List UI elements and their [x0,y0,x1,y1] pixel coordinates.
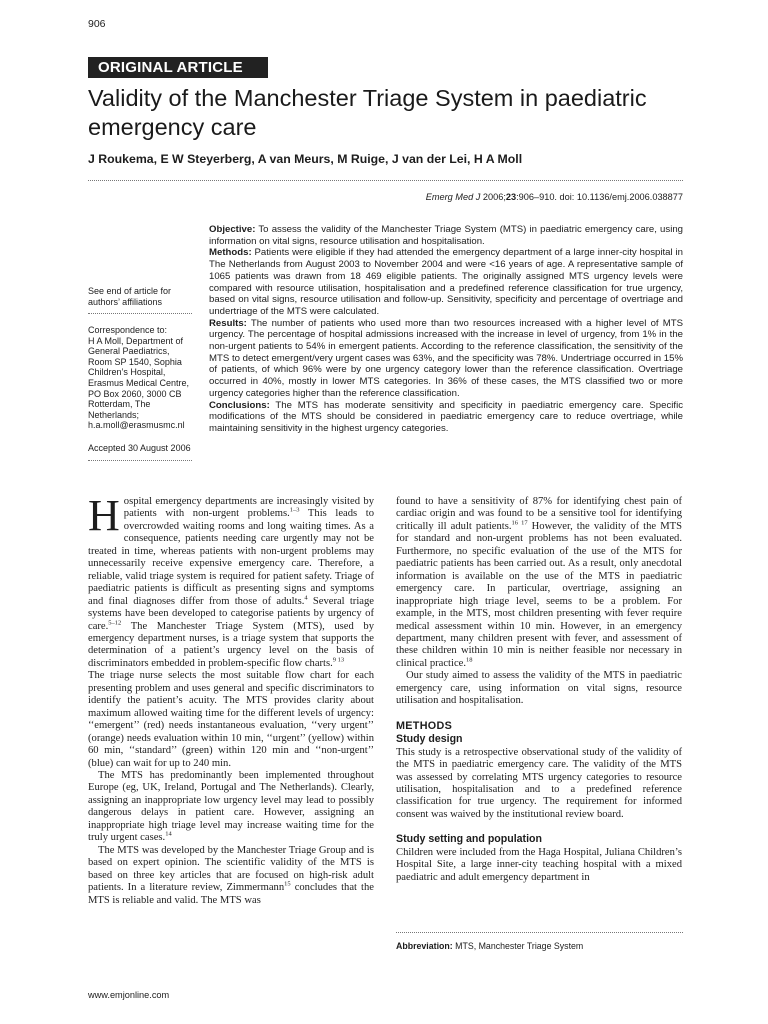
citation-rest: :906–910. doi: 10.1136/emj.2006.038877 [516,192,683,202]
intro-paragraph-6: Our study aimed to assess the validity of the MTS in paediatric emergency care, using information on vital signs, resource utilisation and hospitalisation. [396,670,682,707]
results-text: The number of patients who used more than two resources increased with a higher level of MTS urgency. The percentage of hospital admissions increased with the increase in level of urgency, from 1% in the non-urgent patients to 54% in emergent patients. According to the reference classification, the sensitivity of the MTS to detect emergent/very urgent cases was 63%, and the specificity was 78%. Undertriage occurred in 15% of patients, of which 96% were by one urgency category lower than the reference classification. Overtriage occurred in 40%, mostly in lower MTS categories. In 36% of these cases, the MTS classified two or more urgency categories higher than the reference classification. [209,317,683,399]
results-label: Results: [209,317,247,329]
header-divider [88,180,683,181]
intro-text-1a: ospital emergency departments are increasingly visited by patients with non-urgent problems. [123,496,374,520]
methods-heading: METHODS [396,719,453,732]
methods-label: Methods: [209,247,252,259]
conclusions-text: The MTS has moderate sensitivity and specificity in paediatric emergency care. Specific modifications of the MTS should be considered in paediatric emergency care to reduce overtriage, while maintaining sensitivity in the highest urgency categories. [209,399,683,434]
intro-text-3a: The MTS has predominantly been implemented throughout Europe (eg, UK, Ireland, Portugal and The Netherlands). Clearly, assigning an inappropriate low urgency level may lead to possibly dangerous delays in patient care. However, assigning an inappropriate high triage level may increase waiting time for the truly urgent cases. [88,769,374,844]
abstract-methods [209,247,683,317]
intro-text-1c: Several triage systems have been developed to categorise patients by urgency of care. [88,595,374,632]
abstract-objective [209,224,683,247]
article-title: Validity of the Manchester Triage System in paediatric emergency care [88,85,647,140]
study-design-heading: Study design [396,733,463,746]
reference-marker: 1–3 [289,506,300,514]
abstract-results [209,318,683,400]
intro-text-5a: found to have a sensitivity of 87% for identifying chest pain of cardiac origin and was found to be a sensitive tool for identifying critically ill adult patients. [396,496,682,532]
objective-label: Objective: [209,224,256,235]
study-setting-heading: Study setting and population [396,833,542,846]
abstract [209,224,683,435]
reference-marker: 9 13 [332,656,345,664]
sidebar-correspondence [88,325,196,431]
sidebar-divider-2 [88,460,192,461]
section-label: ORIGINAL ARTICLE [88,57,268,78]
citation-volume: 23 [505,192,517,202]
author-list: J Roukema, E W Steyerberg, A van Meurs, M Ruige, J van der Lei, H A Moll [88,152,523,166]
drop-cap: H [88,491,120,540]
body-right-column [396,496,682,884]
footer-url: www.emjonline.com [88,990,170,1000]
accepted-date: Accepted 30 August 2006 [88,443,191,453]
reference-marker: 15 [284,880,291,888]
sidebar-affiliations: See end of article for authors’ affiliations [88,286,172,307]
conclusions-label: Conclusions: [209,399,270,411]
intro-paragraph-4 [88,845,374,907]
citation-line [426,192,683,202]
intro-paragraph-1 [88,491,374,670]
correspondence-label: Correspondence to: [88,325,168,335]
sidebar-divider [88,313,192,314]
intro-text-1b: This leads to overcrowded waiting rooms and long waiting times. As a consequence, patients needing care urgently may not be treated in time, whereas patients with non-urgent problems may unnecessarily receive expensive emergency care. Therefore, a reliable, valid triage system is required for patient safety. Triage of paediatric patients is difficult as presenting signs and symptoms and final diagnoses differ from those of adults. [88,508,374,607]
intro-text-4a: The MTS was developed by the Manchester Triage Group and is based on expert opinion. The scientific validity of the MTS is based on three key articles that are focused on high-risk adult patients. In a literature review, Zimmermann [88,844,374,894]
reference-marker: 18 [466,656,473,664]
intro-paragraph-2: The triage nurse selects the most suitable flow chart for each presenting problem and uses general and specific discriminators to identify the patient’s acuity. The MTS provides clarity about maximum allowed waiting time for the different levels of urgency: ‘‘emergent’’ (red) needs instantaneous evaluation, ‘‘very urgent’’ (orange) needs evaluation within 10 min, ‘‘urgent’’ (yellow) within 60 min, ‘‘standard’’ (green) within 120 min and ‘‘non-urgent’’ (blue) can wait for up to 240 min. [88,670,374,769]
reference-marker: 14 [165,830,172,838]
abstract-conclusions [209,400,683,435]
citation-year: 2006; [480,192,506,202]
reference-marker: 16 17 [511,519,528,527]
study-design-paragraph: This study is a retrospective observational study of the validity of the MTS in paediatric emergency care. The validity of the MTS was assessed by correlating MTS urgency categories to resource utilisation, hospitalisation and to a predefined reference classification for true urgency. The requirement for informed consent was waived by the institutional review board. [396,746,682,820]
intro-paragraph-5 [396,496,682,670]
abbreviation-text: MTS, Manchester Triage System [452,941,584,951]
objective-text: To assess the validity of the Manchester Triage System (MTS) in paediatric emergency care, using information on vital signs, resource utilisation and hospitalisation. [209,224,683,247]
abbreviation-label: Abbreviation: [396,941,453,951]
methods-text: Patients were eligible if they had attended the emergency department of a large inner-city hospital in The Netherlands from August 2003 to November 2004 and were <16 years of age. A representative sample of 1065 patients was drawn from 18 469 eligible patients. The originally assigned MTS urgency levels were compared with resource utilisation, hospitalisation and a predefined reference classification for true urgency, based on vital signs, resource utilisation and follow-up. Sensitivity, specificity and percentage of overtriage and undertriage of the MTS were calculated. [209,247,683,317]
page-number: 906 [88,18,106,30]
body-left-column [88,491,374,907]
abbreviation-divider [396,932,683,933]
reference-marker: 5–12 [108,619,122,626]
abbreviation-note [396,941,583,951]
citation-journal: Emerg Med J [425,192,481,202]
intro-paragraph-3 [88,770,374,845]
intro-text-4b: concludes that the MTS is reliable and valid. The MTS was [88,882,374,906]
reference-marker: 4 [304,594,308,602]
correspondence-body: H A Moll, Department of General Paediatrics, Room SP 1540, Sophia Children’s Hospital, Erasmus Medical Centre, PO Box 2060, 3000 CB Rotterdam, The Netherlands; h.a.moll@erasmusmc.nl [88,335,190,431]
intro-text-1d: The Manchester Triage System (MTS), used by emergency department nurses, is a triage system that supports the determination of a patient’s urgency level on the basis of discriminators embedded in problem-specific flow charts. [88,620,374,669]
intro-text-5b: However, the validity of the MTS for standard and non-urgent problems has not been evaluated. Furthermore, no specific evaluation of the use of the MTS for paediatric patients has been carried out. As a result, only anecdotal information is available on the use of the MTS in paediatric emergency care. In particular, overtriage, assigning an inappropriate high triage level, seems to be a problem. For example, in the MTS, most children presenting with fever require medical assessment within 10 min. However, in an emergency department, many children present with fever, and assessment of these children within 10 min is neither feasible nor necessary in clinical practice. [396,520,682,669]
study-setting-paragraph: Children were included from the Haga Hospital, Juliana Children’s Hospital Site, a large inner-city teaching hospital with a mixed paediatric and adult emergency department in [396,846,682,883]
